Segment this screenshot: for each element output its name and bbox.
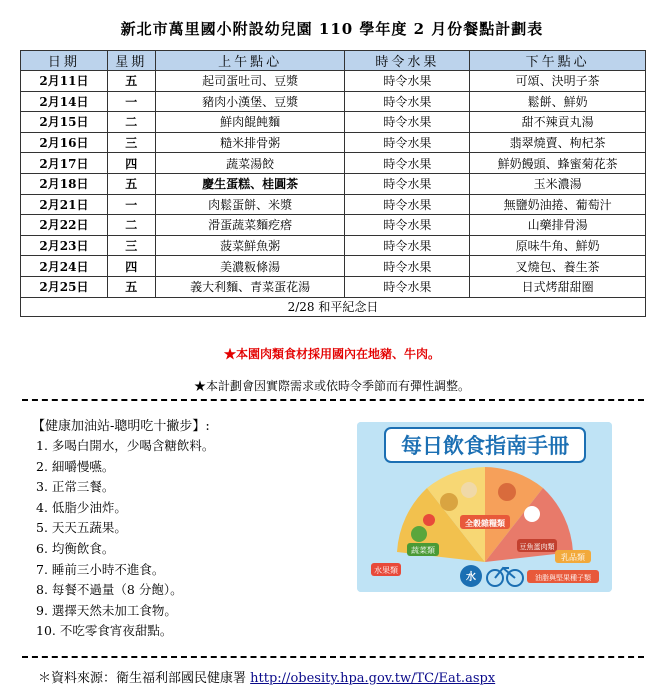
weekday-cell: 四 — [107, 153, 155, 174]
list-item: 1. 多喝白開水，少喝含糖飲料。 — [36, 438, 215, 453]
morning-snack-cell: 蔬菜湯餃 — [155, 153, 345, 174]
table-row — [21, 235, 646, 256]
morning-snack-cell: 菠菜鮮魚粥 — [155, 235, 345, 256]
weekday-cell: 一 — [107, 194, 155, 215]
holiday-note: 2/28 和平紀念日 — [21, 297, 646, 316]
afternoon-snack-cell: 原味牛角、鮮奶 — [470, 235, 646, 256]
label-veg: 蔬菜類 — [411, 546, 435, 555]
page-title: 新北市萬里國小附設幼兒園 110 學年度 2 月份餐點計劃表 — [120, 20, 544, 38]
table-row — [21, 173, 646, 194]
tips-list — [36, 436, 214, 642]
label-dairy: 乳品類 — [561, 553, 585, 562]
table-row — [21, 91, 646, 112]
list-item: 6. 均衡飲食。 — [36, 540, 115, 556]
table-row — [21, 112, 646, 133]
afternoon-snack-cell: 玉米濃湯 — [470, 173, 646, 194]
snack-menu-table — [20, 50, 646, 317]
tips-title: 【健康加油站-聰明吃十撇步】: — [32, 419, 210, 434]
fruit-cell: 時令水果 — [345, 71, 470, 92]
morning-snack-cell: 鮮肉餛飩麵 — [155, 112, 345, 133]
table-row — [21, 71, 646, 92]
list-item: 10. 不吃零食宵夜甜點。 — [36, 623, 173, 639]
morning-snack-cell: 肉鬆蛋餅、米漿 — [155, 194, 345, 215]
top-divider — [22, 399, 644, 401]
header-seasonal-fruit: 時令水果 — [345, 51, 470, 71]
date-cell: 2月17日 — [21, 153, 108, 174]
fruit-cell: 時令水果 — [345, 173, 470, 194]
afternoon-snack-cell: 山藥排骨湯 — [470, 215, 646, 236]
table-header-row — [21, 51, 646, 71]
header-afternoon-snack: 下午點心 — [470, 51, 646, 71]
afternoon-snack-cell: 翡翠燒賣、枸杞茶 — [470, 132, 646, 153]
fruit-cell: 時令水果 — [345, 235, 470, 256]
list-item: 3. 正常三餐。 — [36, 479, 115, 495]
weekday-cell: 一 — [107, 91, 155, 112]
header-date: 日期 — [21, 51, 108, 71]
date-cell: 2月22日 — [21, 215, 108, 236]
label-nuts: 油脂與堅果種子類 — [535, 574, 591, 582]
date-cell: 2月18日 — [21, 173, 108, 194]
date-cell: 2月24日 — [21, 256, 108, 277]
date-cell: 2月16日 — [21, 132, 108, 153]
fruit-cell: 時令水果 — [345, 256, 470, 277]
table-row — [21, 276, 646, 297]
label-water: 水 — [466, 572, 476, 583]
label-protein: 豆魚蛋肉類 — [519, 543, 555, 551]
list-item: 7. 睡前三小時不進食。 — [36, 561, 165, 577]
source-line — [38, 667, 495, 686]
fruit-cell: 時令水果 — [345, 276, 470, 297]
source-link[interactable]: http://obesity.hpa.gov.tw/TC/Eat.aspx — [250, 671, 496, 686]
fruit-cell: 時令水果 — [345, 132, 470, 153]
list-item: 4. 低脂少油炸。 — [36, 499, 127, 515]
list-item: 2. 細嚼慢嚥。 — [36, 458, 115, 474]
source-label: ＊資料來源：衛生福利部國民健康署 — [38, 671, 247, 686]
afternoon-snack-cell: 日式烤甜甜圈 — [470, 276, 646, 297]
date-cell: 2月23日 — [21, 235, 108, 256]
morning-snack-cell: 糙米排骨粥 — [155, 132, 345, 153]
fruit-cell: 時令水果 — [345, 112, 470, 133]
table-row — [21, 194, 646, 215]
weekday-cell: 三 — [107, 235, 155, 256]
weekday-cell: 五 — [107, 173, 155, 194]
fruit-cell: 時令水果 — [345, 91, 470, 112]
fruit-cell: 時令水果 — [345, 153, 470, 174]
weekday-cell: 四 — [107, 256, 155, 277]
weekday-cell: 二 — [107, 112, 155, 133]
header-morning-snack: 上午點心 — [155, 51, 345, 71]
afternoon-snack-cell: 鬆餅、鮮奶 — [470, 91, 646, 112]
morning-snack-cell: 美濃粄條湯 — [155, 256, 345, 277]
morning-snack-cell: 慶生蛋糕、桂圓茶 — [155, 173, 345, 194]
morning-snack-cell: 義大利麵、青菜蛋花湯 — [155, 276, 345, 297]
list-item: 5. 天天五蔬果。 — [36, 520, 127, 536]
afternoon-snack-cell: 叉燒包、養生茶 — [470, 256, 646, 277]
bottom-divider — [22, 656, 644, 658]
list-item: 8. 每餐不過量（8 分飽）。 — [36, 582, 183, 598]
afternoon-snack-cell: 甜不辣貢丸湯 — [470, 112, 646, 133]
label-fruit: 水果類 — [374, 566, 398, 575]
weekday-cell: 五 — [107, 276, 155, 297]
table-row — [21, 132, 646, 153]
weekday-cell: 五 — [107, 71, 155, 92]
flexibility-notice: ★本計劃會因實際需求或依時令季節而有彈性調整。 — [193, 379, 470, 393]
morning-snack-cell: 起司蛋吐司、豆漿 — [155, 71, 345, 92]
weekday-cell: 二 — [107, 215, 155, 236]
food-pyramid-illustration — [357, 422, 612, 592]
afternoon-snack-cell: 鮮奶饅頭、蜂蜜菊花茶 — [470, 153, 646, 174]
list-item: 9. 選擇天然未加工食物。 — [36, 602, 177, 618]
label-grains: 全穀雜糧類 — [465, 519, 505, 528]
date-cell: 2月11日 — [21, 71, 108, 92]
table-row — [21, 153, 646, 174]
table-row — [21, 215, 646, 236]
daily-diet-guide-poster — [357, 422, 612, 592]
holiday-note-row — [21, 297, 646, 316]
fruit-cell: 時令水果 — [345, 215, 470, 236]
date-cell: 2月25日 — [21, 276, 108, 297]
fruit-cell: 時令水果 — [345, 194, 470, 215]
date-cell: 2月14日 — [21, 91, 108, 112]
poster-title: 每日飲食指南手冊 — [401, 434, 569, 458]
table-row — [21, 256, 646, 277]
local-meat-notice: ★本園肉類食材採用國內在地豬、牛肉。 — [223, 347, 440, 361]
date-cell: 2月21日 — [21, 194, 108, 215]
morning-snack-cell: 滑蛋蔬菜麵疙瘩 — [155, 215, 345, 236]
morning-snack-cell: 豬肉小漢堡、豆漿 — [155, 91, 345, 112]
afternoon-snack-cell: 可頌、決明子茶 — [470, 71, 646, 92]
header-weekday: 星期 — [107, 51, 155, 71]
weekday-cell: 三 — [107, 132, 155, 153]
afternoon-snack-cell: 無鹽奶油捲、葡萄汁 — [470, 194, 646, 215]
date-cell: 2月15日 — [21, 112, 108, 133]
